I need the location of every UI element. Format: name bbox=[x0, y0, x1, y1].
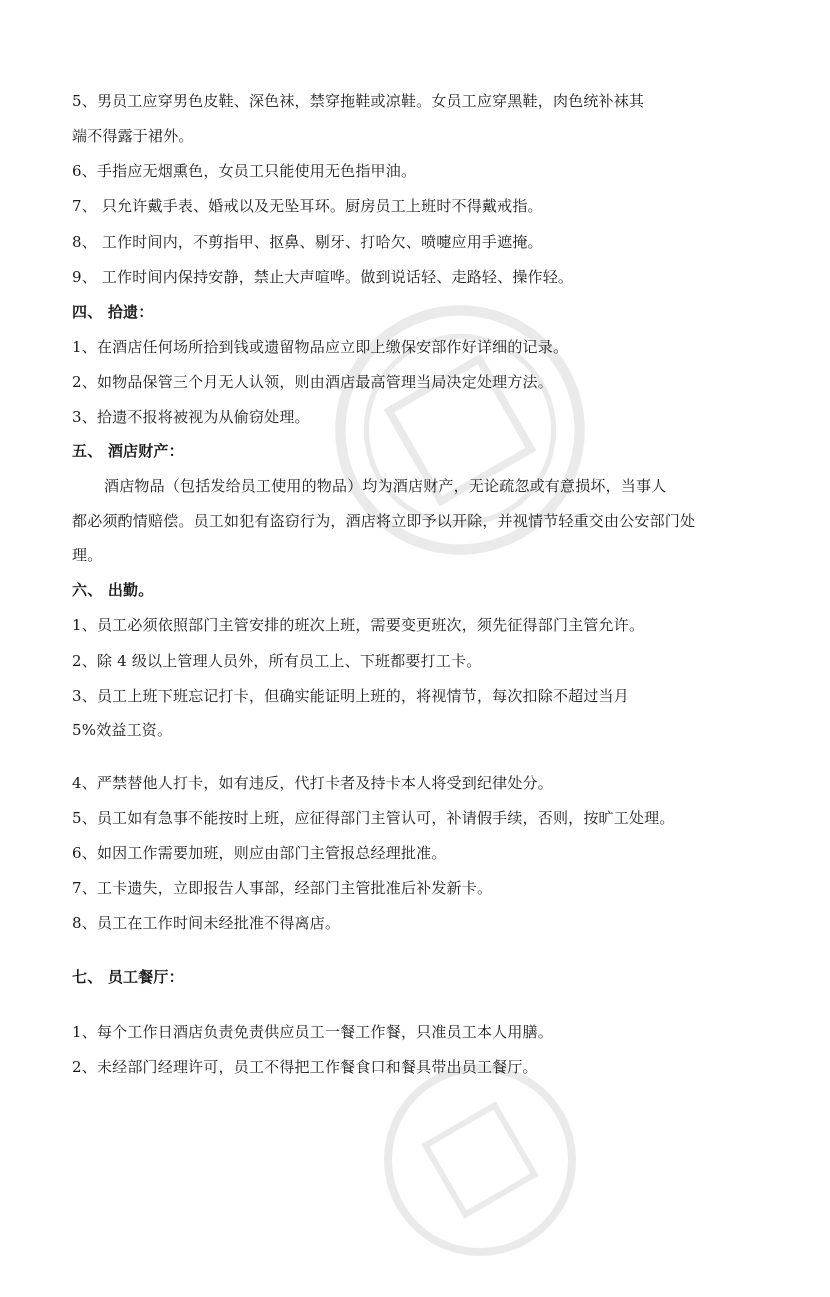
text-line: 1、每个工作日酒店负责免责供应员工一餐工作餐，只准员工本人用膳。 bbox=[72, 1023, 553, 1041]
text-line: 3、员工上班下班忘记打卡，但确实能证明上班的，将视情节，每次扣除不超过当月 bbox=[72, 687, 629, 705]
text-line: 2、未经部门经理许可，员工不得把工作餐食口和餐具带出员工餐厅。 bbox=[72, 1058, 538, 1076]
paragraph-line: 酒店物品（包括发给员工使用的物品）均为酒店财产，无论疏忽或有意损坏，当事人 bbox=[104, 477, 667, 495]
section-heading: 四、 拾遗： bbox=[72, 303, 154, 321]
text-line: 5、员工如有急事不能按时上班，应征得部门主管认可，补请假手续，否则，按旷工处理。 bbox=[72, 809, 675, 827]
text-line: 4、严禁替他人打卡，如有违反，代打卡者及持卡本人将受到纪律处分。 bbox=[72, 774, 553, 792]
text-line: 9、 工作时间内保持安静，禁止大声喧哗。做到说话轻、走路轻、操作轻。 bbox=[72, 268, 574, 286]
watermark-seal-icon bbox=[282, 252, 637, 607]
text-line: 端不得露于裙外。 bbox=[72, 127, 194, 145]
text-line: 6、手指应无烟熏色，女员工只能使用无色指甲油。 bbox=[72, 162, 417, 180]
text-line: 6、如因工作需要加班，则应由部门主管报总经理批准。 bbox=[72, 844, 447, 862]
text-line: 2、如物品保管三个月无人认领，则由酒店最高管理当局决定处理方法。 bbox=[72, 373, 553, 391]
text-line: 7、工卡遗失，立即报告人事部，经部门主管批准后补发新卡。 bbox=[72, 879, 493, 897]
text-line: 5、男员工应穿男色皮鞋、深色袜，禁穿拖鞋或凉鞋。女员工应穿黑鞋，肉色统补袜其 bbox=[72, 92, 645, 110]
section-heading: 五、 酒店财产： bbox=[72, 442, 184, 460]
text-line: 8、 工作时间内，不剪指甲、抠鼻、剔牙、打哈欠、喷嚏应用手遮掩。 bbox=[72, 233, 543, 251]
section-heading: 六、 出勤。 bbox=[72, 581, 154, 599]
text-line: 1、员工必须依照部门主管安排的班次上班，需要变更班次，须先征得部门主管允许。 bbox=[72, 616, 645, 634]
paragraph-line: 都必须酌情赔偿。员工如犯有盗窃行为，酒店将立即予以开除，并视情节轻重交由公安部门处 bbox=[72, 512, 696, 530]
text-line: 3、拾遗不报将被视为从偷窃处理。 bbox=[72, 408, 310, 426]
text-line: 8、员工在工作时间未经批准不得离店。 bbox=[72, 914, 341, 932]
text-line: 1、在酒店任何场所拾到钱或遗留物品应立即上缴保安部作好详细的记录。 bbox=[72, 338, 569, 356]
paragraph-line: 理。 bbox=[72, 546, 103, 564]
text-line: 2、除 4 级以上管理人员外，所有员工上、下班都要打工卡。 bbox=[72, 652, 482, 670]
text-line: 5%效益工资。 bbox=[72, 721, 173, 739]
section-heading: 七、 员工餐厅： bbox=[72, 968, 184, 986]
text-line: 7、 只允许戴手表、婚戒以及无坠耳环。厨房员工上班时不得戴戒指。 bbox=[72, 197, 543, 215]
